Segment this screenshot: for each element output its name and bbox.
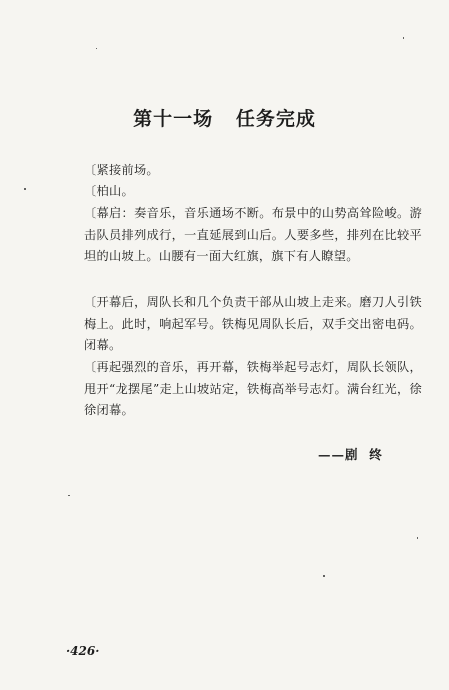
stage-direction-5: 〔再起强烈的音乐，再开幕，铁梅举起号志灯，周队长领队，甩开“龙摆尾”走上山坡站定，铁梅高举号志灯。满台红光，徐徐闭幕。 bbox=[84, 360, 422, 417]
stage-direction-3: 〔幕启：奏音乐，音乐通场不断。布景中的山势高耸险峻。游击队员排列成行，一直延展到山后。人要多些，排列在比较平坦的山坡上。山腰有一面大红旗，旗下有人瞭望。 bbox=[84, 206, 422, 263]
stage-direction-1: 〔紧接前场。 bbox=[84, 163, 159, 177]
scan-speck bbox=[323, 575, 325, 577]
play-ending: ——剧 终 bbox=[318, 447, 383, 462]
scan-speck bbox=[24, 188, 26, 190]
stage-direction-4: 〔开幕后，周队长和几个负责干部从山坡上走来。磨刀人引铁梅上。此时，响起军号。铁梅见周队长后，双手交出密电码。闭幕。 bbox=[84, 295, 422, 352]
scene-title: 第十一场 任务完成 bbox=[133, 108, 316, 130]
stage-direction-2: 〔柏山。 bbox=[84, 184, 134, 198]
page-number: ·426· bbox=[66, 644, 100, 658]
scan-speck bbox=[68, 495, 70, 496]
scan-speck bbox=[96, 48, 97, 49]
scan-speck bbox=[403, 37, 404, 39]
scan-speck bbox=[417, 537, 418, 539]
